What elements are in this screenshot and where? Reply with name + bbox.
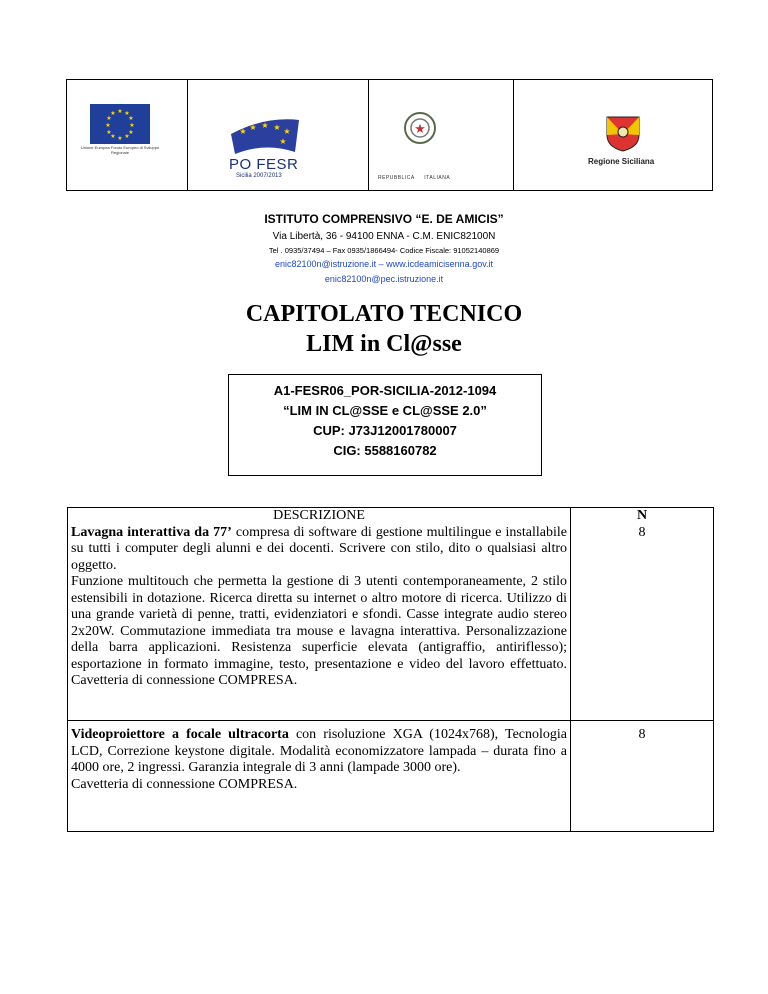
project-cup: CUP: J73J12001780007 xyxy=(313,423,457,438)
table-row xyxy=(68,721,714,832)
svg-text:★: ★ xyxy=(239,127,247,136)
table-row xyxy=(68,508,714,721)
italian-republic-emblem xyxy=(403,110,437,146)
svg-text:★: ★ xyxy=(110,110,116,117)
specs-table xyxy=(67,507,714,832)
item-description: compresa di software di gestione multilingue e installabile su tutti i computer degli alunni e dei docenti. Scrivere con stilo, dito o qualsiasi altro oggetto. xyxy=(71,524,567,573)
item-quantity: 8 xyxy=(638,524,646,540)
svg-text:★: ★ xyxy=(106,129,112,136)
svg-text:★: ★ xyxy=(129,122,135,129)
svg-text:★: ★ xyxy=(117,135,123,142)
quantity-cell xyxy=(571,508,714,721)
project-name: “LIM IN CL@SSE e CL@SSE 2.0” xyxy=(283,403,487,418)
repubblica-label: REPUBBLICA ITALIANA xyxy=(378,175,451,181)
project-cig: CIG: 5588160782 xyxy=(333,443,437,458)
svg-text:★: ★ xyxy=(249,123,257,132)
sicily-region-logo xyxy=(599,113,647,153)
po-fesr-title: PO FESR xyxy=(229,156,299,173)
svg-text:★: ★ xyxy=(124,133,130,140)
description-cell xyxy=(68,721,571,832)
svg-text:★: ★ xyxy=(105,122,111,129)
region-label: Regione Siciliana xyxy=(588,157,655,166)
svg-text:★: ★ xyxy=(273,123,281,132)
project-code: A1-FESR06_POR-SICILIA-2012-1094 xyxy=(273,383,497,398)
svg-text:★: ★ xyxy=(414,122,426,137)
item-quantity: 8 xyxy=(638,727,646,742)
svg-text:★: ★ xyxy=(283,127,291,136)
svg-text:★: ★ xyxy=(110,133,116,140)
logo-divider xyxy=(368,80,369,190)
document-subtitle: LIM in Cl@sse xyxy=(306,331,462,357)
svg-text:★: ★ xyxy=(124,110,130,117)
item-name: Lavagna interattiva da 77’ xyxy=(71,524,232,540)
column-header-description: DESCRIZIONE xyxy=(273,508,365,523)
item-description: Cavetteria di connessione COMPRESA. xyxy=(71,776,298,792)
school-address: Via Libertà, 36 - 94100 ENNA - C.M. ENIC82100N xyxy=(272,231,496,242)
svg-text:★: ★ xyxy=(279,137,287,146)
description-cell xyxy=(68,508,571,721)
eu-caption: Unione Europea Fondo Europeo di Sviluppo Regionale xyxy=(80,145,160,155)
svg-text:★: ★ xyxy=(106,115,112,122)
item-description: Funzione multitouch che permetta la gestione di 3 utenti contemporaneamente, 2 stilo estensibili in dotazione. Ricerca diretta su internet o altro motore di ricerca. Utilizzo di una grande varietà di penne, tratti, evidenziatori e sfondi. Casse integrate audio stereo 2x20W. Commutazione immediata tra mouse e lavagna interattiva. Personalizzazione della barra applicazioni. Resistenza superficie elevata (antigraffio, antiriflesso); esportazione in formato immagine, testo, presentazione e video del lavoro effettuato. Cavetteria di connessione COMPRESA. xyxy=(71,574,567,688)
column-header-quantity: N xyxy=(636,508,648,523)
document-title: CAPITOLATO TECNICO xyxy=(245,301,523,327)
school-name: ISTITUTO COMPRENSIVO “E. DE AMICIS” xyxy=(264,212,504,226)
logo-divider xyxy=(187,80,188,190)
project-info-box xyxy=(228,374,542,476)
school-contacts: Tel . 0935/37494 – Fax 0935/1866494- Codice Fiscale: 91052140869 xyxy=(268,246,500,255)
item-name: Videoproiettore a focale ultracorta xyxy=(71,727,289,742)
item-description: con risoluzione XGA (1024x768), Tecnologia LCD, Correzione keystone digitale. Modalità economizzatore lampada – durata fino a 4000 ore, 2 ingressi. Garanzia integrale di 3 anni (lampade 3000 ore). xyxy=(71,727,567,775)
svg-text:★: ★ xyxy=(128,115,134,122)
po-fesr-subtitle: Sicilia 2007/2013 xyxy=(236,173,282,179)
quantity-cell xyxy=(571,721,714,832)
svg-text:★: ★ xyxy=(117,108,123,115)
svg-text:★: ★ xyxy=(261,121,269,130)
logo-divider xyxy=(513,80,514,190)
eu-flag-logo xyxy=(90,104,150,144)
school-pec-link[interactable]: enic82100n@pec.istruzione.it xyxy=(324,274,444,284)
svg-text:★: ★ xyxy=(128,129,134,136)
school-email-link[interactable]: enic82100n@istruzione.it – www.icdeamicisenna.gov.it xyxy=(274,259,494,269)
